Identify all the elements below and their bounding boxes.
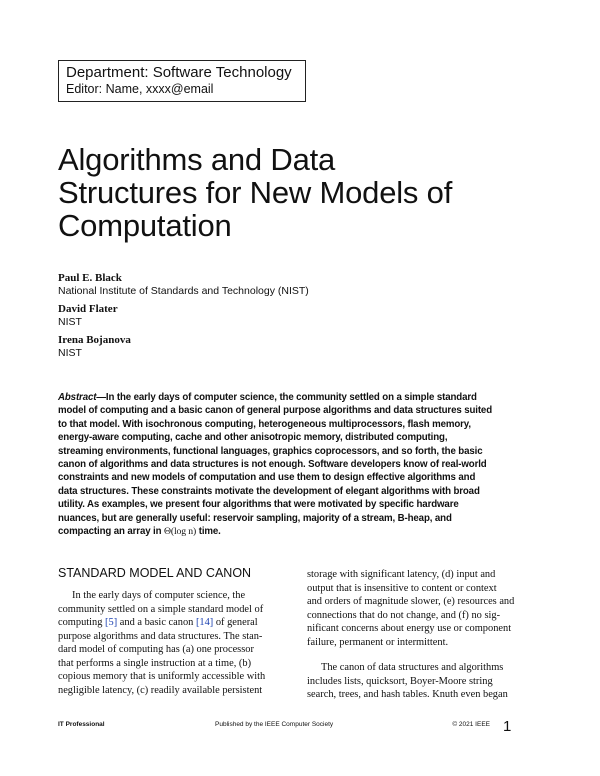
abstract-line: constraints and new models of computation and use them to design effective algorithms and [58,472,476,484]
body-line: storage with significant latency, (d) input and [307,569,496,580]
left-column [58,566,266,697]
abstract-last-prefix: compacting an array in [58,526,164,538]
abstract-line: utility. As examples, we present four algorithms that were motivated by specific hardware [58,499,459,511]
body-line: connections that do not change, and (f) no sig- [307,609,501,621]
body-text: computing [58,617,106,628]
abstract [58,391,490,538]
body-line: output that is insensitive to content or context [307,582,497,594]
page-footer [58,721,490,733]
body-line: nificant concerns about energy use or component [307,623,512,634]
body-line: negligible latency, (c) readily available persistent [58,684,263,696]
author-name: David Flater [58,303,118,315]
citation-link[interactable]: [14] [195,617,214,628]
body-line: community settled on a simple standard model of [58,603,264,615]
page-number: 1 [503,718,512,735]
title-line: Structures for New Models of [58,175,453,210]
footer-journal: IT Professional [58,721,105,728]
right-column [307,568,515,702]
abstract-line: energy-aware computing, cache and other anisotropic memory, distributed computing, [58,432,448,444]
abstract-line: data structures. These constraints motivate the development of elegant algorithms with broad [58,485,480,497]
body-line: dard model of computing has (a) one processor [58,644,254,655]
body-line [58,616,266,630]
abstract-first-line: —In the early days of computer science, the community settled on a simple standard [96,392,477,403]
body-line: purpose algorithms and data structures. The stan- [58,630,263,642]
author-name: Paul E. Black [58,272,122,284]
footer-publisher: Published by the IEEE Computer Society [215,721,334,728]
title-line: Algorithms and Data [58,142,336,177]
author-block [58,303,458,329]
body-line: The canon of data structures and algorithms [321,662,504,673]
body-text: and a basic canon [117,617,196,628]
body-text: of general [213,617,258,628]
footer-copyright: © 2021 IEEE [452,721,490,728]
abstract-line [58,391,490,404]
author-name: Irena Bojanova [58,334,131,346]
abstract-line: model of computing and a basic canon of general purpose algorithms and data structures suited [58,405,492,417]
body-line: that performs a single instruction at a time, (b) [58,657,252,669]
author-affiliation: NIST [58,316,82,328]
department-box [58,60,306,102]
abstract-line: streaming environments, functional languages, graphics coprocessors, and so forth, the basic [58,445,483,457]
body-line: search, trees, and hash tables. Knuth even began [307,689,508,700]
department-title: Department: Software Technology [66,64,292,81]
abstract-line: nuances, but are generally useful: reservoir sampling, majority of a stream, B-heap, and [58,512,452,524]
abstract-line [58,525,490,538]
section-heading: STANDARD MODEL AND CANON [58,566,252,580]
body-line: copious memory that is uniformly accessible with [58,671,266,682]
author-list [58,272,458,365]
body-line: failure, permanent or intermittent. [307,636,449,648]
body-line: includes lists, quicksort, Boyer-Moore string [307,675,493,687]
author-block [58,272,458,298]
body-line: and orders of magnitude slower, (e) resources and [307,596,515,607]
abstract-line: canon of algorithms and data structures is not enough. Software developers know of real-world [58,459,487,471]
department-editor: Editor: Name, xxxx@email [66,82,214,96]
article-title [58,143,478,242]
body-line: In the early days of computer science, the [72,590,246,601]
abstract-last-suffix: time. [196,526,221,538]
citation-link[interactable]: [5] [105,617,118,628]
abstract-line: to that model. With isochronous computing, heterogeneous multiprocessors, flash memory, [58,418,471,430]
title-line: Computation [58,208,232,243]
abstract-label: Abstract [58,392,97,403]
paragraph-gap [307,649,489,661]
author-block [58,334,458,360]
author-affiliation: NIST [58,347,82,359]
author-affiliation: National Institute of Standards and Technology (NIST) [58,285,309,297]
abstract-math: Θ(log n) [164,526,197,538]
